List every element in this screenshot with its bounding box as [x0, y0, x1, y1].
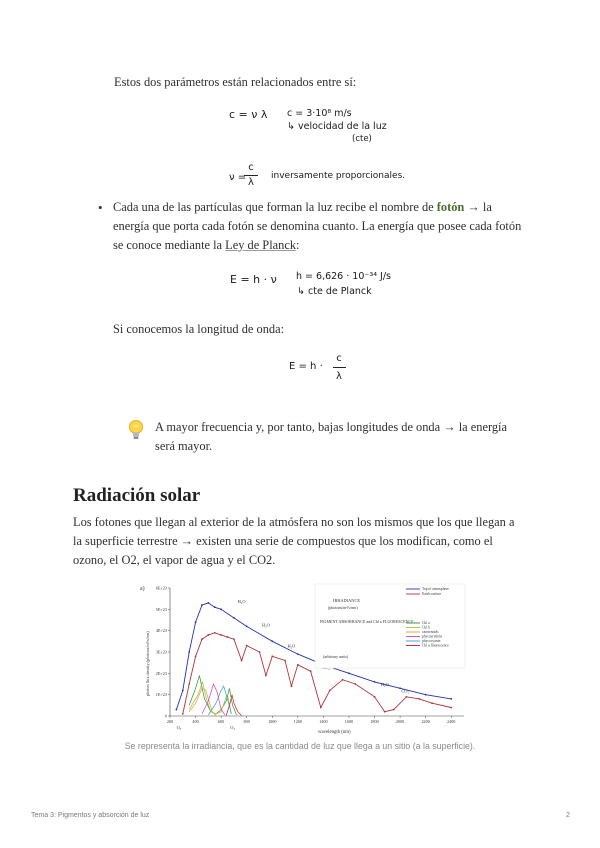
- chart-annotation: O₃: [176, 724, 182, 730]
- data-point: [297, 664, 299, 666]
- series-line-chl-a: [189, 676, 236, 715]
- formula-c-desc: [287, 121, 387, 132]
- section-paragraph: Los fotones que llegan al exterior de la atmósfera no son los mismos que los que llegan a la superficie terrestre → existen una serie de compuestos que los modifican, como el ozono, el O2, el vapor de agua y el CO2.: [73, 515, 515, 567]
- data-point: [188, 683, 190, 685]
- data-point: [233, 617, 235, 619]
- tip-text: A mayor frecuencia y, por tanto, bajas longitudes de onda → la energía será mayor.: [155, 420, 507, 453]
- legend-item-label: Chl a: [422, 621, 430, 625]
- chart-ylabel: photon flux density (photons/m²/s/nm): [145, 631, 150, 696]
- legend-item-label: phycocyanin: [422, 639, 441, 643]
- data-point: [233, 638, 235, 640]
- data-point: [227, 636, 229, 638]
- formula-c-desc2: (cte): [352, 134, 372, 144]
- formula-c-value: c = 3·10⁸ m/s: [287, 108, 352, 119]
- data-point: [310, 670, 312, 672]
- fraction-bar: [333, 367, 346, 368]
- data-point: [207, 634, 209, 636]
- irradiance-chart-svg: [140, 578, 468, 736]
- wavelength-line: Si conocemos la longitud de onda:: [113, 322, 285, 336]
- legend-title-irradiance-unit: (photons/m²/s/nm): [328, 605, 358, 610]
- formula-nu-num: c: [248, 162, 254, 173]
- formula-h-value: h = 6,626 · 10⁻³⁴ J/s: [296, 271, 391, 282]
- x-tick-label: 2400: [447, 719, 456, 724]
- data-point: [348, 672, 350, 674]
- data-point: [425, 694, 427, 696]
- y-tick-label: 6E+23: [155, 585, 167, 591]
- data-point: [207, 602, 209, 604]
- data-point: [271, 655, 273, 657]
- formula-e-left: E = h ·: [289, 361, 323, 372]
- arrow-icon: ↳: [297, 286, 305, 297]
- data-point: [284, 660, 286, 662]
- legend-item-label: Chl a fluorescence: [422, 643, 449, 648]
- series-line-chl-b: [189, 682, 231, 714]
- legend-item-label: Chl b: [422, 625, 430, 630]
- data-point: [201, 604, 203, 606]
- legend-title-irradiance: IRRADIANCE: [333, 598, 361, 603]
- intro-line: Estos dos parámetros están relacionados entre sí:: [114, 75, 357, 89]
- data-point: [246, 645, 248, 647]
- data-point: [241, 660, 243, 662]
- data-point: [418, 698, 420, 700]
- chart-xlabel: wavelength (nm): [318, 730, 351, 735]
- x-tick-label: 1800: [370, 719, 379, 724]
- chart-annotation: H₂O: [237, 598, 246, 604]
- legend-title-pigment-unit: (arbitrary units): [323, 654, 349, 659]
- chart-annotation: CO₂: [401, 688, 410, 694]
- x-tick-label: 600: [217, 719, 225, 724]
- series-line-carotenoids: [189, 688, 216, 715]
- formula-e-num: c: [336, 353, 342, 364]
- x-tick-label: 800: [243, 719, 250, 724]
- formula-nu-left: ν =: [229, 172, 247, 183]
- chart-legend: [315, 584, 465, 668]
- bullet-text-after: :: [296, 238, 300, 252]
- x-tick-label: 1000: [268, 719, 277, 724]
- section-title: Radiación solar: [73, 485, 201, 506]
- lightbulb-icon: [128, 419, 144, 446]
- data-point: [195, 655, 197, 657]
- data-point: [406, 696, 408, 698]
- chart-annotation: H₂O: [380, 682, 389, 688]
- legend-title-pigment: PIGMENT ABSORBANCE and Chl a FLUORESCENCE: [320, 619, 414, 624]
- x-tick-label: 2200: [421, 719, 430, 724]
- arrow-icon: ↳: [287, 121, 295, 132]
- formula-nu-note: inversamente proporcionales.: [271, 171, 406, 181]
- irradiance-chart: [140, 578, 468, 736]
- series-line-phycoerythrin: [202, 684, 225, 715]
- data-point: [297, 653, 299, 655]
- legend-item-label: phycoerythrin: [422, 634, 443, 639]
- figure-caption: Se representa la irradiancia, que es la cantidad de luz que llega a un sitio (a la superficie).: [124, 741, 476, 751]
- formula-h-desc-text: cte de Planck: [308, 286, 372, 297]
- data-point: [342, 679, 344, 681]
- y-tick-label: 0: [164, 713, 167, 719]
- data-point: [291, 685, 293, 687]
- data-point: [182, 690, 184, 692]
- legend-item-label: Earth surface: [422, 592, 442, 596]
- chart-annotation: H₂O: [261, 622, 270, 628]
- data-point: [354, 683, 356, 685]
- data-point: [259, 651, 261, 653]
- data-point: [201, 638, 203, 640]
- data-point: [374, 681, 376, 683]
- data-point: [182, 713, 184, 715]
- data-point: [214, 606, 216, 608]
- data-point: [329, 690, 331, 692]
- series-line-chl-a-fluorescence: [226, 695, 241, 716]
- chart-annotation: O₂: [230, 724, 235, 730]
- data-point: [431, 702, 433, 704]
- data-point: [450, 698, 452, 700]
- bullet-paragraph: [113, 198, 523, 255]
- formula-c-desc-text: velocidad de la luz: [298, 121, 387, 132]
- legend-item-label: carotenoids: [422, 630, 439, 634]
- data-point: [214, 632, 216, 634]
- formula-c-eq: c = ν λ: [229, 108, 268, 121]
- x-tick-label: 1600: [344, 719, 354, 724]
- data-point: [246, 626, 248, 628]
- y-tick-label: 1E+23: [155, 692, 167, 698]
- data-point: [393, 709, 395, 711]
- x-tick-label: 1400: [319, 719, 328, 724]
- formula-planck-eq: E = h · ν: [230, 273, 277, 286]
- y-tick-label: 4E+23: [155, 628, 167, 634]
- x-tick-label: 1200: [293, 719, 303, 724]
- data-point: [220, 634, 222, 636]
- y-tick-label: 5E+23: [155, 606, 167, 612]
- data-point: [384, 711, 386, 713]
- data-point: [450, 707, 452, 709]
- photon-highlight: fotón: [436, 200, 465, 214]
- data-point: [265, 675, 267, 677]
- formula-nu-den: λ: [248, 177, 254, 188]
- bullet-text-mid: → la energía que porta cada fotón se denomina cuanto. La energía que posee cada fotón se conoce mediante la: [113, 200, 522, 252]
- chart-panel-label: a): [140, 586, 145, 592]
- bullet-dot: •: [98, 200, 103, 215]
- data-point: [175, 709, 177, 711]
- page-number: 2: [566, 812, 570, 819]
- chart-annotation: H₂O: [287, 643, 296, 649]
- y-tick-label: 3E+23: [155, 649, 167, 655]
- data-point: [271, 640, 273, 642]
- formula-h-desc: [297, 286, 372, 297]
- bullet-text-before: Cada una de las partículas que forman la luz recibe el nombre de: [113, 200, 437, 214]
- data-point: [195, 621, 197, 623]
- x-tick-label: 400: [192, 719, 199, 724]
- formula-e-den: λ: [336, 371, 342, 382]
- x-tick-label: 200: [166, 719, 174, 724]
- x-tick-label: 2000: [395, 719, 405, 724]
- data-point: [220, 608, 222, 610]
- data-point: [374, 696, 376, 698]
- planck-law-link[interactable]: Ley de Planck: [225, 238, 297, 252]
- footer-title: Tema 3: Pigmentos y absorción de luz: [31, 812, 150, 819]
- legend-item-label: Top of atmosphere: [422, 587, 449, 591]
- y-tick-label: 2E+23: [155, 670, 167, 676]
- data-point: [188, 651, 190, 653]
- data-point: [320, 707, 322, 709]
- fraction-bar: [244, 175, 258, 176]
